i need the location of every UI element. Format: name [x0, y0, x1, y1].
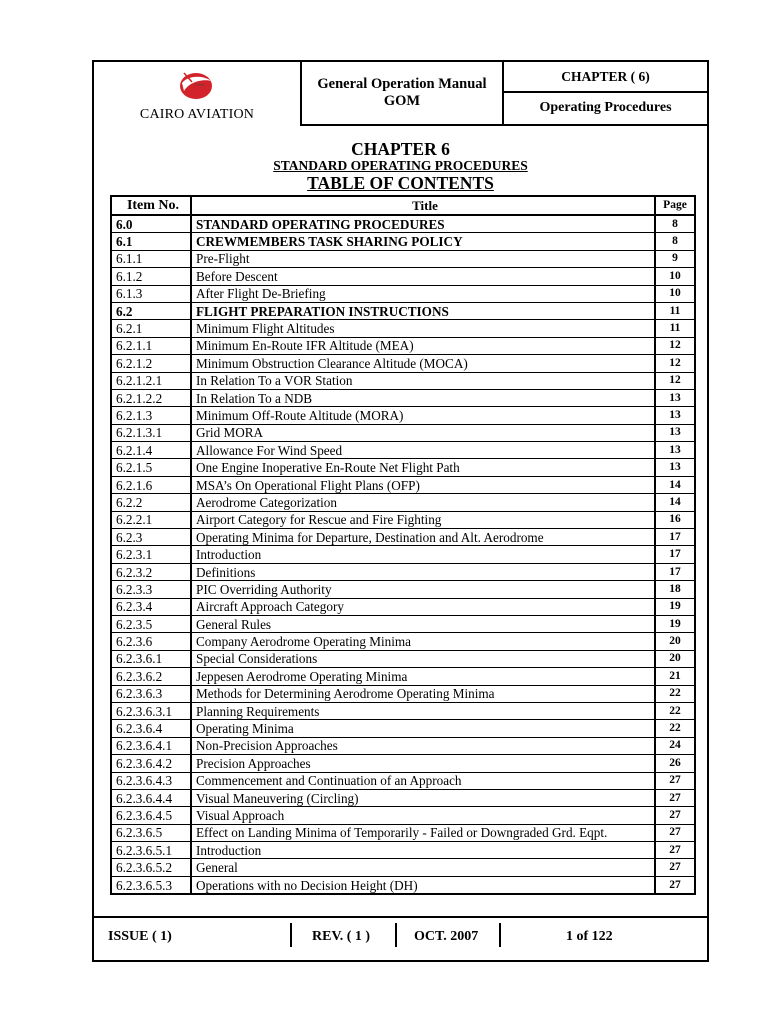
toc-item-title: Introduction	[191, 842, 655, 859]
toc-item-page: 8	[655, 215, 695, 233]
svg-text:Cairo: Cairo	[195, 83, 205, 87]
toc-item-title: Methods for Determining Aerodrome Operating Minima	[191, 685, 655, 702]
toc-row	[111, 494, 695, 511]
toc-item-title: Definitions	[191, 563, 655, 580]
toc-item-number: 6.2	[111, 302, 191, 319]
toc-item-number: 6.2.3.6.4.2	[111, 755, 191, 772]
cairo-aviation-logo-icon	[178, 69, 214, 101]
toc-item-title: Company Aerodrome Operating Minima	[191, 633, 655, 650]
toc-body	[111, 215, 695, 894]
toc-row	[111, 772, 695, 789]
toc-row	[111, 633, 695, 650]
toc-item-page: 27	[655, 876, 695, 894]
toc-item-title: Minimum Flight Altitudes	[191, 320, 655, 337]
toc-row	[111, 702, 695, 719]
toc-item-page: 24	[655, 737, 695, 754]
toc-item-number: 6.2.3.6.4.1	[111, 737, 191, 754]
toc-item-title: Special Considerations	[191, 650, 655, 667]
toc-item-number: 6.0	[111, 215, 191, 233]
toc-row	[111, 424, 695, 441]
toc-item-page: 19	[655, 598, 695, 615]
toc-row	[111, 842, 695, 859]
footer-separator	[499, 923, 501, 947]
toc-item-page: 17	[655, 546, 695, 563]
toc-item-page: 11	[655, 320, 695, 337]
chapter-heading: CHAPTER 6	[351, 139, 450, 159]
toc-item-title: Non-Precision Approaches	[191, 737, 655, 754]
toc-row	[111, 389, 695, 406]
toc-item-number: 6.2.1.3.1	[111, 424, 191, 441]
toc-item-number: 6.2.3.6.4.3	[111, 772, 191, 789]
toc-item-page: 13	[655, 459, 695, 476]
toc-item-title: After Flight De-Briefing	[191, 285, 655, 302]
toc-item-title: CREWMEMBERS TASK SHARING POLICY	[191, 233, 655, 250]
toc-item-title: Operating Minima for Departure, Destination and Alt. Aerodrome	[191, 529, 655, 546]
chapter-label: CHAPTER ( 6)	[504, 62, 707, 93]
toc-item-page: 11	[655, 302, 695, 319]
toc-row	[111, 668, 695, 685]
toc-item-title: Jeppesen Aerodrome Operating Minima	[191, 668, 655, 685]
toc-item-title: Airport Category for Rescue and Fire Fighting	[191, 511, 655, 528]
toc-item-title: Precision Approaches	[191, 755, 655, 772]
toc-item-number: 6.2.1	[111, 320, 191, 337]
toc-row	[111, 459, 695, 476]
footer-separator	[395, 923, 397, 947]
header-divider	[300, 124, 707, 126]
toc-item-number: 6.2.1.2.2	[111, 389, 191, 406]
toc-item-page: 8	[655, 233, 695, 250]
page-frame	[92, 60, 709, 962]
footer-separator	[290, 923, 292, 947]
toc-item-page: 22	[655, 685, 695, 702]
toc-row	[111, 372, 695, 389]
toc-item-title: Aircraft Approach Category	[191, 598, 655, 615]
toc-item-page: 9	[655, 250, 695, 267]
toc-item-title: FLIGHT PREPARATION INSTRUCTIONS	[191, 302, 655, 319]
toc-item-number: 6.2.3.6.4.5	[111, 807, 191, 824]
toc-item-number: 6.1.3	[111, 285, 191, 302]
toc-row	[111, 685, 695, 702]
toc-item-title: Minimum Obstruction Clearance Altitude (MOCA)	[191, 355, 655, 372]
toc-row	[111, 302, 695, 319]
toc-item-title: Operations with no Decision Height (DH)	[191, 876, 655, 894]
footer-date: OCT. 2007	[414, 929, 479, 944]
logo-cell	[94, 62, 300, 124]
toc-item-title: General	[191, 859, 655, 876]
toc-item-title: Effect on Landing Minima of Temporarily - Failed or Downgraded Grd. Eqpt.	[191, 824, 655, 841]
toc-item-number: 6.2.3.6	[111, 633, 191, 650]
toc-row	[111, 807, 695, 824]
toc-row	[111, 215, 695, 233]
toc-heading: TABLE OF CONTENTS	[307, 173, 494, 193]
toc-item-number: 6.2.3.6.5.3	[111, 876, 191, 894]
toc-row	[111, 529, 695, 546]
toc-item-page: 17	[655, 529, 695, 546]
toc-item-number: 6.2.3.6.3	[111, 685, 191, 702]
footer-divider	[94, 916, 707, 918]
toc-row	[111, 755, 695, 772]
toc-item-page: 13	[655, 389, 695, 406]
toc-row	[111, 250, 695, 267]
toc-item-title: Planning Requirements	[191, 702, 655, 719]
toc-item-page: 19	[655, 615, 695, 632]
toc-item-title: Minimum Off-Route Altitude (MORA)	[191, 407, 655, 424]
toc-row	[111, 285, 695, 302]
toc-item-page: 18	[655, 581, 695, 598]
toc-item-number: 6.1	[111, 233, 191, 250]
chapter-cell	[504, 62, 707, 124]
toc-header-row	[111, 196, 695, 215]
toc-item-title: Grid MORA	[191, 424, 655, 441]
toc-row	[111, 720, 695, 737]
toc-item-title: Pre-Flight	[191, 250, 655, 267]
toc-item-title: MSA’s On Operational Flight Plans (OFP)	[191, 476, 655, 493]
footer-rev: REV. ( 1 )	[312, 929, 371, 944]
toc-row	[111, 598, 695, 615]
toc-item-title: Allowance For Wind Speed	[191, 442, 655, 459]
toc-item-number: 6.1.2	[111, 268, 191, 285]
toc-item-page: 13	[655, 424, 695, 441]
toc-item-number: 6.2.3	[111, 529, 191, 546]
toc-item-page: 16	[655, 511, 695, 528]
toc-item-title: One Engine Inoperative En-Route Net Flight Path	[191, 459, 655, 476]
toc-row	[111, 476, 695, 493]
toc-item-number: 6.2.3.6.4	[111, 720, 191, 737]
toc-item-page: 13	[655, 407, 695, 424]
toc-item-page: 17	[655, 563, 695, 580]
toc-item-title: Visual Maneuvering (Circling)	[191, 789, 655, 806]
page-header: Page	[655, 196, 695, 215]
toc-item-title: Before Descent	[191, 268, 655, 285]
toc-item-page: 27	[655, 772, 695, 789]
toc-item-page: 22	[655, 720, 695, 737]
toc-item-page: 21	[655, 668, 695, 685]
toc-row	[111, 824, 695, 841]
toc-item-page: 12	[655, 355, 695, 372]
toc-item-page: 20	[655, 650, 695, 667]
toc-row	[111, 407, 695, 424]
toc-item-number: 6.2.1.1	[111, 337, 191, 354]
toc-item-title: Minimum En-Route IFR Altitude (MEA)	[191, 337, 655, 354]
toc-row	[111, 546, 695, 563]
toc-row	[111, 789, 695, 806]
toc-row	[111, 355, 695, 372]
toc-item-page: 27	[655, 807, 695, 824]
toc-item-number: 6.2.1.5	[111, 459, 191, 476]
toc-row	[111, 859, 695, 876]
toc-row	[111, 268, 695, 285]
chapter-subtitle: STANDARD OPERATING PROCEDURES	[273, 158, 528, 173]
toc-item-number: 6.2.2.1	[111, 511, 191, 528]
toc-item-title: Operating Minima	[191, 720, 655, 737]
toc-item-number: 6.2.3.6.3.1	[111, 702, 191, 719]
toc-table	[110, 195, 696, 895]
toc-item-number: 6.2.3.3	[111, 581, 191, 598]
manual-abbrev: GOM	[383, 93, 421, 109]
toc-item-page: 27	[655, 859, 695, 876]
toc-item-number: 6.2.3.6.1	[111, 650, 191, 667]
footer-page-number: 1 of 122	[566, 929, 613, 944]
toc-item-number: 6.2.3.6.5.2	[111, 859, 191, 876]
toc-item-number: 6.2.1.2	[111, 355, 191, 372]
toc-row	[111, 563, 695, 580]
toc-item-number: 6.2.3.2	[111, 563, 191, 580]
toc-row	[111, 320, 695, 337]
toc-item-page: 27	[655, 824, 695, 841]
toc-item-number: 6.2.3.1	[111, 546, 191, 563]
toc-item-page: 26	[655, 755, 695, 772]
company-name: CAIRO AVIATION	[139, 107, 255, 122]
manual-title: General Operation Manual	[317, 76, 487, 92]
chapter-title: Operating Procedures	[539, 100, 672, 115]
title-header: Title	[191, 196, 655, 215]
document-header	[94, 62, 707, 124]
toc-row	[111, 737, 695, 754]
toc-row	[111, 876, 695, 894]
toc-item-title: Introduction	[191, 546, 655, 563]
toc-item-number: 6.2.1.4	[111, 442, 191, 459]
toc-item-number: 6.2.1.6	[111, 476, 191, 493]
toc-item-number: 6.1.1	[111, 250, 191, 267]
toc-item-page: 13	[655, 442, 695, 459]
toc-item-page: 27	[655, 789, 695, 806]
toc-item-title: PIC Overriding Authority	[191, 581, 655, 598]
toc-item-number: 6.2.3.4	[111, 598, 191, 615]
toc-row	[111, 337, 695, 354]
toc-item-number: 6.2.3.5	[111, 615, 191, 632]
toc-item-title: STANDARD OPERATING PROCEDURES	[191, 215, 655, 233]
toc-item-page: 10	[655, 268, 695, 285]
toc-item-number: 6.2.1.2.1	[111, 372, 191, 389]
toc-row	[111, 581, 695, 598]
toc-item-page: 12	[655, 372, 695, 389]
toc-item-page: 20	[655, 633, 695, 650]
toc-row	[111, 233, 695, 250]
toc-item-page: 22	[655, 702, 695, 719]
toc-item-title: Aerodrome Categorization	[191, 494, 655, 511]
toc-item-number: 6.2.3.6.2	[111, 668, 191, 685]
toc-item-number: 6.2.2	[111, 494, 191, 511]
toc-item-title: In Relation To a NDB	[191, 389, 655, 406]
toc-row	[111, 442, 695, 459]
toc-row	[111, 511, 695, 528]
toc-item-number: 6.2.1.3	[111, 407, 191, 424]
manual-title-cell	[300, 62, 504, 124]
toc-item-page: 10	[655, 285, 695, 302]
toc-item-page: 27	[655, 842, 695, 859]
toc-item-title: General Rules	[191, 615, 655, 632]
toc-item-title: Commencement and Continuation of an Approach	[191, 772, 655, 789]
toc-item-page: 14	[655, 476, 695, 493]
toc-row	[111, 615, 695, 632]
toc-item-number: 6.2.3.6.5.1	[111, 842, 191, 859]
footer-issue: ISSUE ( 1)	[108, 929, 172, 944]
item-header: Item No.	[111, 196, 191, 215]
toc-item-number: 6.2.3.6.5	[111, 824, 191, 841]
toc-item-title: In Relation To a VOR Station	[191, 372, 655, 389]
toc-item-page: 12	[655, 337, 695, 354]
toc-row	[111, 650, 695, 667]
toc-item-title: Visual Approach	[191, 807, 655, 824]
toc-item-number: 6.2.3.6.4.4	[111, 789, 191, 806]
toc-item-page: 14	[655, 494, 695, 511]
